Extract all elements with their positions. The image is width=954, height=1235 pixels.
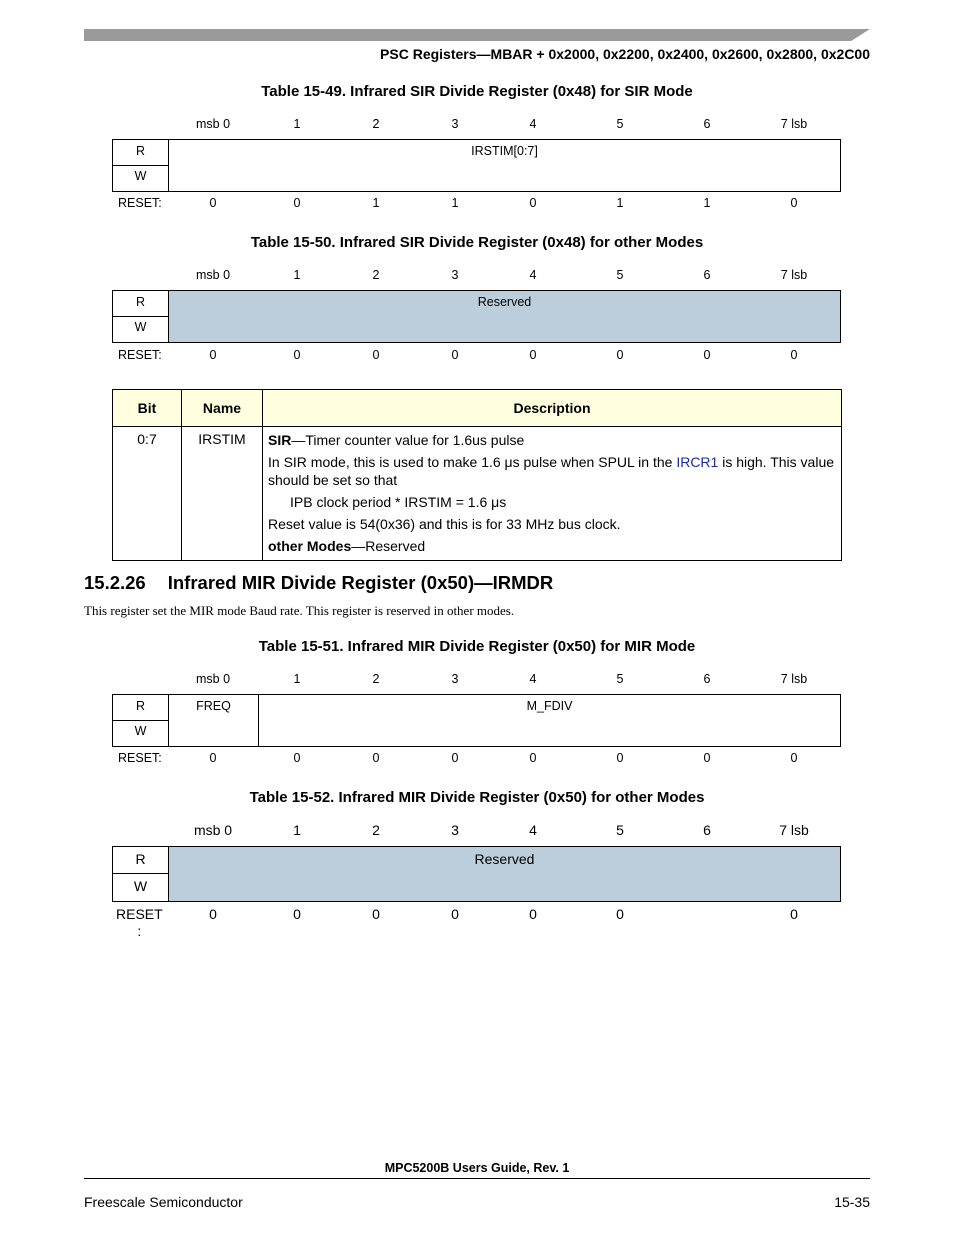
bit-label: 5: [616, 672, 624, 686]
sir-label: SIR: [268, 432, 292, 448]
bit-label: 2: [372, 117, 380, 131]
reset-value: 0: [790, 906, 798, 922]
bit-label: 1: [293, 268, 301, 282]
bit-number-row: [0, 672, 954, 688]
bit-label: 7 lsb: [780, 117, 808, 131]
reset-value: 0: [703, 751, 711, 765]
column-header-description: Description: [263, 390, 842, 427]
bit-label: 1: [293, 117, 301, 131]
read-row-label: R: [113, 291, 169, 317]
bit-label: 6: [703, 822, 711, 838]
reset-value: 0: [372, 906, 380, 922]
bit-cell: 0:7: [113, 427, 182, 561]
table-15-50-caption: Table 15-50. Infrared SIR Divide Register (0x48) for other Modes: [250, 234, 704, 251]
reset-value: 0: [790, 196, 798, 210]
reset-value: 0: [293, 906, 301, 922]
bit-label: msb 0: [193, 822, 233, 838]
reset-label: [116, 906, 163, 940]
footer-company: Freescale Semiconductor: [84, 1194, 243, 1210]
table-15-49-caption: Table 15-49. Infrared SIR Divide Register (0x48) for SIR Mode: [261, 83, 693, 100]
bit-label: 2: [372, 822, 380, 838]
reset-value: 0: [790, 348, 798, 362]
reset-label-text: RESET: [116, 906, 163, 922]
column-header-name: Name: [182, 390, 263, 427]
reset-value: 0: [529, 348, 537, 362]
reserved-field: Reserved: [169, 847, 840, 901]
footer-rule: [84, 1178, 870, 1179]
write-row-label: W: [113, 720, 169, 746]
reset-value: 0: [293, 196, 301, 210]
sir-text: —Timer counter value for 1.6us pulse: [291, 432, 525, 448]
section-number: 15.2.26: [84, 572, 146, 593]
bit-label: 4: [529, 268, 537, 282]
bit-label: msb 0: [195, 268, 231, 282]
bit-label: 2: [372, 672, 380, 686]
freq-field: FREQ: [169, 695, 259, 746]
read-row-label: R: [113, 847, 169, 874]
register-diagram: [112, 846, 841, 902]
register-diagram: [112, 139, 841, 192]
reset-value: 0: [293, 348, 301, 362]
column-header-bit: Bit: [113, 390, 182, 427]
read-row-label: R: [113, 695, 169, 721]
m-fdiv-field: M_FDIV: [526, 699, 573, 713]
description-cell: [263, 427, 842, 561]
reset-value: 0: [451, 906, 459, 922]
bit-label: msb 0: [195, 117, 231, 131]
table-15-51-caption: Table 15-51. Infrared MIR Divide Register (0x50) for MIR Mode: [258, 638, 696, 655]
bit-label: 7 lsb: [779, 822, 809, 838]
section-heading: [84, 572, 553, 594]
reset-value: 0: [451, 751, 459, 765]
bit-label: 5: [616, 117, 624, 131]
reset-value: 1: [703, 196, 711, 210]
reset-value: 0: [616, 751, 624, 765]
bit-label: 3: [451, 117, 459, 131]
register-diagram: [112, 290, 841, 343]
bit-label: 6: [703, 117, 711, 131]
write-row-label: W: [113, 873, 169, 901]
name-cell: IRSTIM: [182, 427, 263, 561]
reset-value: 0: [790, 751, 798, 765]
reset-label: RESET:: [118, 196, 162, 210]
reserved-field: Reserved: [169, 291, 840, 342]
reset-label-colon: :: [137, 923, 142, 939]
reset-label: RESET:: [118, 751, 162, 765]
desc-text: In SIR mode, this is used to make 1.6 μs pulse when SPUL in the: [268, 454, 677, 470]
reset-value: 0: [616, 348, 624, 362]
bit-label: 7 lsb: [780, 672, 808, 686]
bit-label: 6: [703, 268, 711, 282]
section-body: This register set the MIR mode Baud rate. This register is reserved in other modes.: [84, 603, 515, 618]
bit-label: 4: [529, 672, 537, 686]
reset-value: 0: [529, 906, 537, 922]
desc-text: Reset value is 54(0x36) and this is for 33 MHz bus clock.: [268, 516, 621, 532]
ircr1-link[interactable]: IRCR1: [676, 454, 719, 470]
bit-number-row: [0, 117, 954, 133]
reset-value: 0: [372, 751, 380, 765]
field-description-table: [112, 389, 842, 561]
table-15-52-caption: Table 15-52. Infrared MIR Divide Register (0x50) for other Modes: [249, 789, 705, 806]
read-row-label: R: [113, 140, 169, 166]
footer-doc-title: MPC5200B Users Guide, Rev. 1: [384, 1161, 570, 1175]
register-diagram: [112, 694, 841, 747]
reset-value: 0: [616, 906, 624, 922]
bit-label: 3: [451, 672, 459, 686]
reset-value: 0: [529, 751, 537, 765]
reset-value: 1: [372, 196, 380, 210]
desc-text: —Reserved: [351, 538, 426, 554]
reset-value: 0: [209, 196, 217, 210]
write-row-label: W: [113, 165, 169, 191]
bit-number-row: [0, 268, 954, 284]
bit-label: 3: [451, 268, 459, 282]
bit-label: 6: [703, 672, 711, 686]
bit-label: 5: [616, 268, 624, 282]
bit-label: 3: [451, 822, 459, 838]
bit-label: 7 lsb: [780, 268, 808, 282]
reset-value: 1: [616, 196, 624, 210]
page-number: 15-35: [834, 1194, 870, 1210]
bit-label: 4: [529, 117, 537, 131]
reset-value: 0: [209, 751, 217, 765]
reset-value: 0: [372, 348, 380, 362]
formula: IPB clock period * IRSTIM = 1.6 μs: [290, 494, 507, 510]
bit-label: 2: [372, 268, 380, 282]
reset-value: 0: [451, 348, 459, 362]
section-title: Infrared MIR Divide Register (0x50)—IRMDR: [167, 572, 554, 593]
reset-value: 0: [703, 348, 711, 362]
bit-label: 5: [616, 822, 624, 838]
desc-text: is high. This value should be set so that: [268, 454, 835, 488]
page-header: PSC Registers—MBAR + 0x2000, 0x2200, 0x2400, 0x2600, 0x2800, 0x2C00: [380, 46, 870, 62]
reset-value: 0: [209, 906, 217, 922]
write-row-label: W: [113, 316, 169, 342]
header-rule: [84, 29, 870, 41]
reset-value: 0: [529, 196, 537, 210]
bit-label: 1: [293, 822, 301, 838]
reset-value: 0: [209, 348, 217, 362]
other-modes-label: other Modes: [268, 538, 352, 554]
register-field: IRSTIM[0:7]: [471, 144, 538, 158]
reset-label: RESET:: [118, 348, 162, 362]
bit-label: msb 0: [195, 672, 231, 686]
reset-value: 0: [293, 751, 301, 765]
table-row: [113, 427, 842, 561]
bit-number-row: [0, 822, 954, 838]
bit-label: 1: [293, 672, 301, 686]
bit-label: 4: [529, 822, 537, 838]
reset-value: 1: [451, 196, 459, 210]
